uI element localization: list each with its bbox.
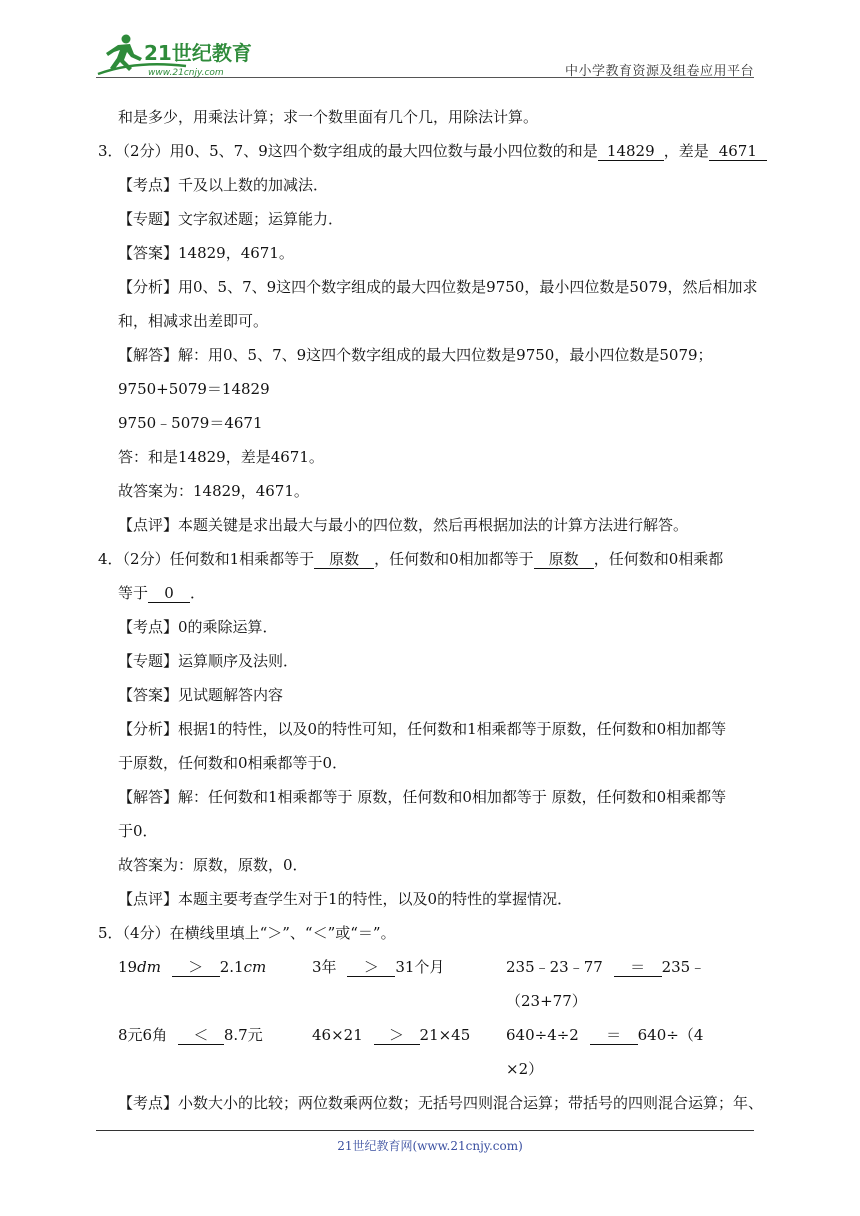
question-4	[98, 549, 723, 569]
question-text: 等于	[118, 584, 149, 602]
compare-item: 3年 ＞ 31个月	[312, 958, 445, 976]
intro-line: 和是多少，用乘法计算；求一个数里面有几个几，用除法计算。	[118, 108, 539, 126]
analysis-line: 于原数，任何数和0相乘都等于0．	[118, 754, 348, 772]
compare-item: 46×21 ＞ 21×45	[312, 1026, 471, 1044]
question-text: ，差是	[663, 142, 709, 160]
solution-line: 【解答】解：任何数和1相乘都等于 原数，任何数和0相加都等于 原数，任何数和0相乘都等	[118, 788, 727, 806]
answer-blank: ＞	[374, 1026, 420, 1045]
comment-line: 【点评】本题关键是求出最大与最小的四位数，然后再根据加法的计算方法进行解答。	[118, 516, 689, 534]
answer-blank: 14829	[598, 142, 664, 161]
answer-blank: 原数	[314, 550, 374, 569]
kaodian-line: 【考点】0的乘除运算．	[118, 618, 278, 636]
footer-divider	[96, 1130, 754, 1131]
kaodian-line: 【考点】小数大小的比较；两位数乘两位数；无括号四则混合运算；带括号的四则混合运算；年、	[118, 1094, 764, 1112]
comment-line: 【点评】本题主要考查学生对于1的特性，以及0的特性的掌握情况．	[118, 890, 573, 908]
logo-text: 21世纪教育	[144, 41, 252, 65]
compare-item-cont: ×2）	[506, 1060, 544, 1078]
answer-blank: ＝	[590, 1026, 638, 1045]
analysis-line: 【分析】用0、5、7、9这四个数字组成的最大四位数是9750，最小四位数是5079，然后相加求	[118, 278, 758, 296]
page-header	[96, 30, 754, 82]
answer-line: 【答案】14829，4671。	[118, 244, 294, 262]
answer-blank: 4671	[709, 142, 767, 161]
answer-blank: ＝	[614, 958, 662, 977]
site-name: 中小学教育资源及组卷应用平台	[564, 64, 754, 79]
compare-item: 235﹣23﹣77 ＝ 235﹣	[506, 958, 706, 976]
question-number: 5．	[98, 924, 123, 942]
question-text: （2分）用0、5、7、9这四个数字组成的最大四位数与最小四位数的和是	[122, 142, 598, 160]
analysis-line: 和，相减求出差即可。	[118, 312, 269, 330]
answer-line: 【答案】见试题解答内容	[118, 686, 284, 704]
question-number: 3．	[98, 142, 123, 160]
solution-line: 于0．	[118, 822, 158, 840]
logo-url: www.21cnjy.com	[148, 68, 224, 78]
question-text: （4分）在横线里填上“＞”、“＜”或“＝”。	[122, 924, 396, 942]
calc-line: 9750+5079＝14829	[118, 380, 270, 398]
analysis-line: 【分析】根据1的特性，以及0的特性可知，任何数和1相乘都等于原数，任何数和0相加都等	[118, 720, 727, 738]
reply-line: 答：和是14829，差是4671。	[118, 448, 324, 466]
question-3	[98, 141, 767, 161]
solution-line: 【解答】解：用0、5、7、9这四个数字组成的最大四位数是9750，最小四位数是5079；	[118, 346, 713, 364]
kaodian-line: 【考点】千及以上数的加减法．	[118, 176, 329, 194]
answer-blank: ＜	[178, 1026, 224, 1045]
compare-item: 19dm ＞ 2.1cm	[118, 958, 267, 976]
zhuanti-line: 【专题】文字叙述题；运算能力．	[118, 210, 344, 228]
answer-blank: ＞	[347, 958, 395, 977]
question-4-cont	[118, 583, 205, 603]
answer-blank: 0	[148, 584, 190, 603]
site-logo	[96, 30, 266, 80]
question-number: 4．	[98, 550, 123, 568]
footer-text: 21世纪教育网(www.21cnjy.com)	[337, 1139, 523, 1153]
final-answer-line: 故答案为：原数，原数，0．	[118, 856, 308, 874]
compare-item-cont: （23+77）	[506, 992, 587, 1010]
question-5	[98, 923, 396, 943]
compare-item: 8元6角 ＜ 8.7元	[118, 1026, 263, 1044]
compare-item: 640÷4÷2 ＝ 640÷（4	[506, 1026, 704, 1044]
header-divider	[96, 77, 754, 78]
question-text: ．	[190, 584, 206, 602]
question-text: ，任何数和0相乘都	[593, 550, 724, 568]
question-text: ，任何数和0相加都等于	[374, 550, 534, 568]
answer-blank: 原数	[534, 550, 594, 569]
calc-line: 9750﹣5079＝4671	[118, 414, 263, 432]
zhuanti-line: 【专题】运算顺序及法则．	[118, 652, 299, 670]
final-answer-line: 故答案为：14829，4671。	[118, 482, 309, 500]
answer-blank: ＞	[172, 958, 220, 977]
question-text: （2分）任何数和1相乘都等于	[122, 550, 315, 568]
